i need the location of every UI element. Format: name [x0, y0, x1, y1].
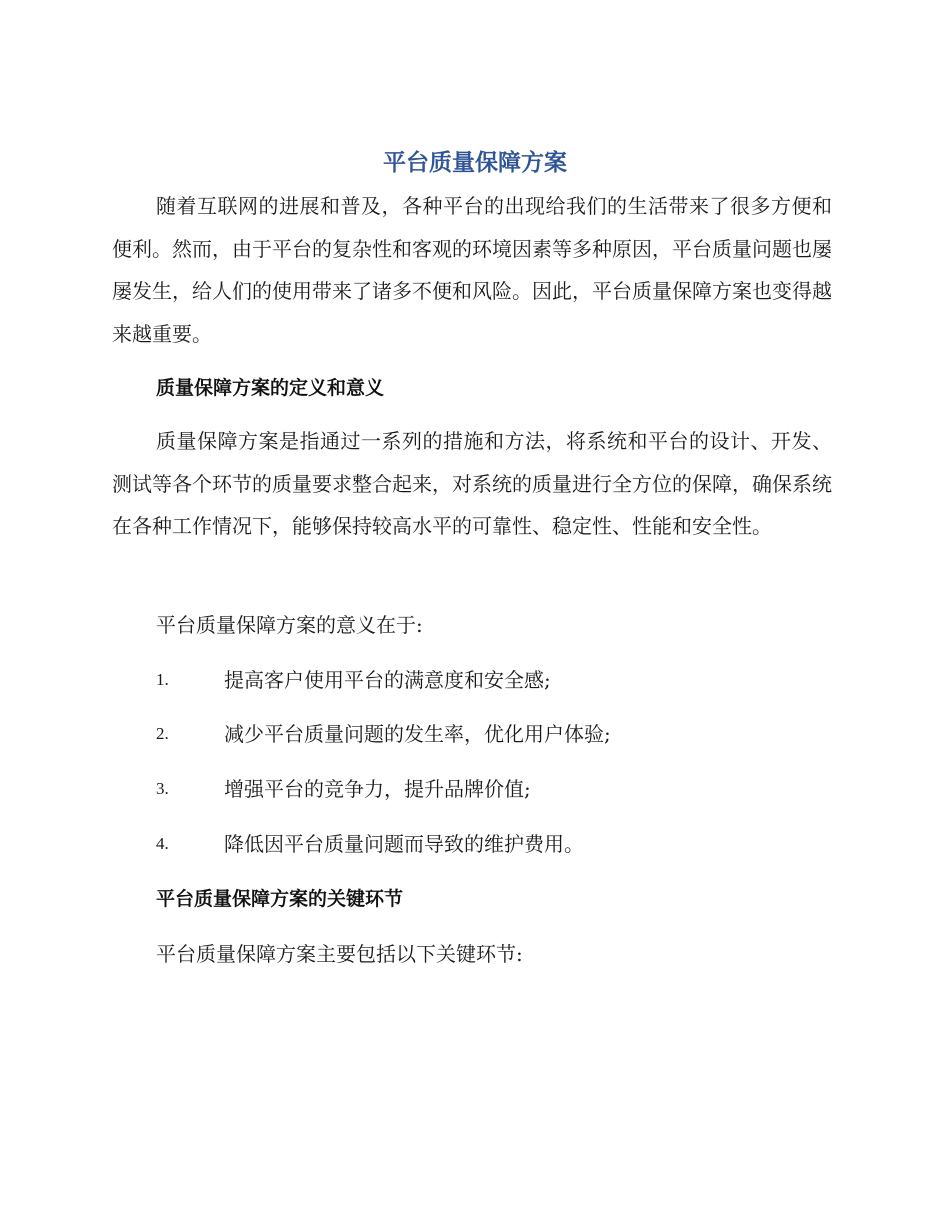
list-item [156, 719, 836, 749]
document-title: 平台质量保障方案 [383, 150, 567, 176]
list-text: 增强平台的竞争力，提升品牌价值; [224, 777, 531, 801]
section-heading-key-steps: 平台质量保障方案的关键环节 [156, 888, 404, 910]
list-item [156, 774, 836, 804]
list-number: 4. [156, 834, 169, 853]
list-number: 2. [156, 724, 169, 743]
definition-paragraph: 质量保障方案是指通过一系列的措施和方法，将系统和平台的设计、开发、测试等各个环节的质量要求整合起来，对系统的质量进行全方位的保障，确保系统在各种工作情况下，能够保持较高水平的可靠性、稳定性、性能和安全性。 [112, 429, 832, 538]
list-text: 降低因平台质量问题而导致的维护费用。 [224, 832, 584, 856]
significance-intro: 平台质量保障方案的意义在于: [156, 613, 423, 637]
intro-paragraph: 随着互联网的进展和普及，各种平台的出现给我们的生活带来了很多方便和便利。然而，由于平台的复杂性和客观的环境因素等多种原因，平台质量问题也屡屡发生，给人们的使用带来了诸多不便和风险。因此，平台质量保障方案也变得越来越重要。 [112, 194, 832, 346]
list-item [156, 665, 836, 695]
key-steps-intro: 平台质量保障方案主要包括以下关键环节: [156, 942, 523, 966]
list-number: 3. [156, 779, 169, 798]
list-number: 1. [156, 670, 169, 689]
list-text: 提高客户使用平台的满意度和安全感; [224, 668, 551, 692]
list-item [156, 829, 836, 859]
list-text: 减少平台质量问题的发生率，优化用户体验; [224, 722, 611, 746]
section-heading-definition: 质量保障方案的定义和意义 [156, 377, 385, 399]
